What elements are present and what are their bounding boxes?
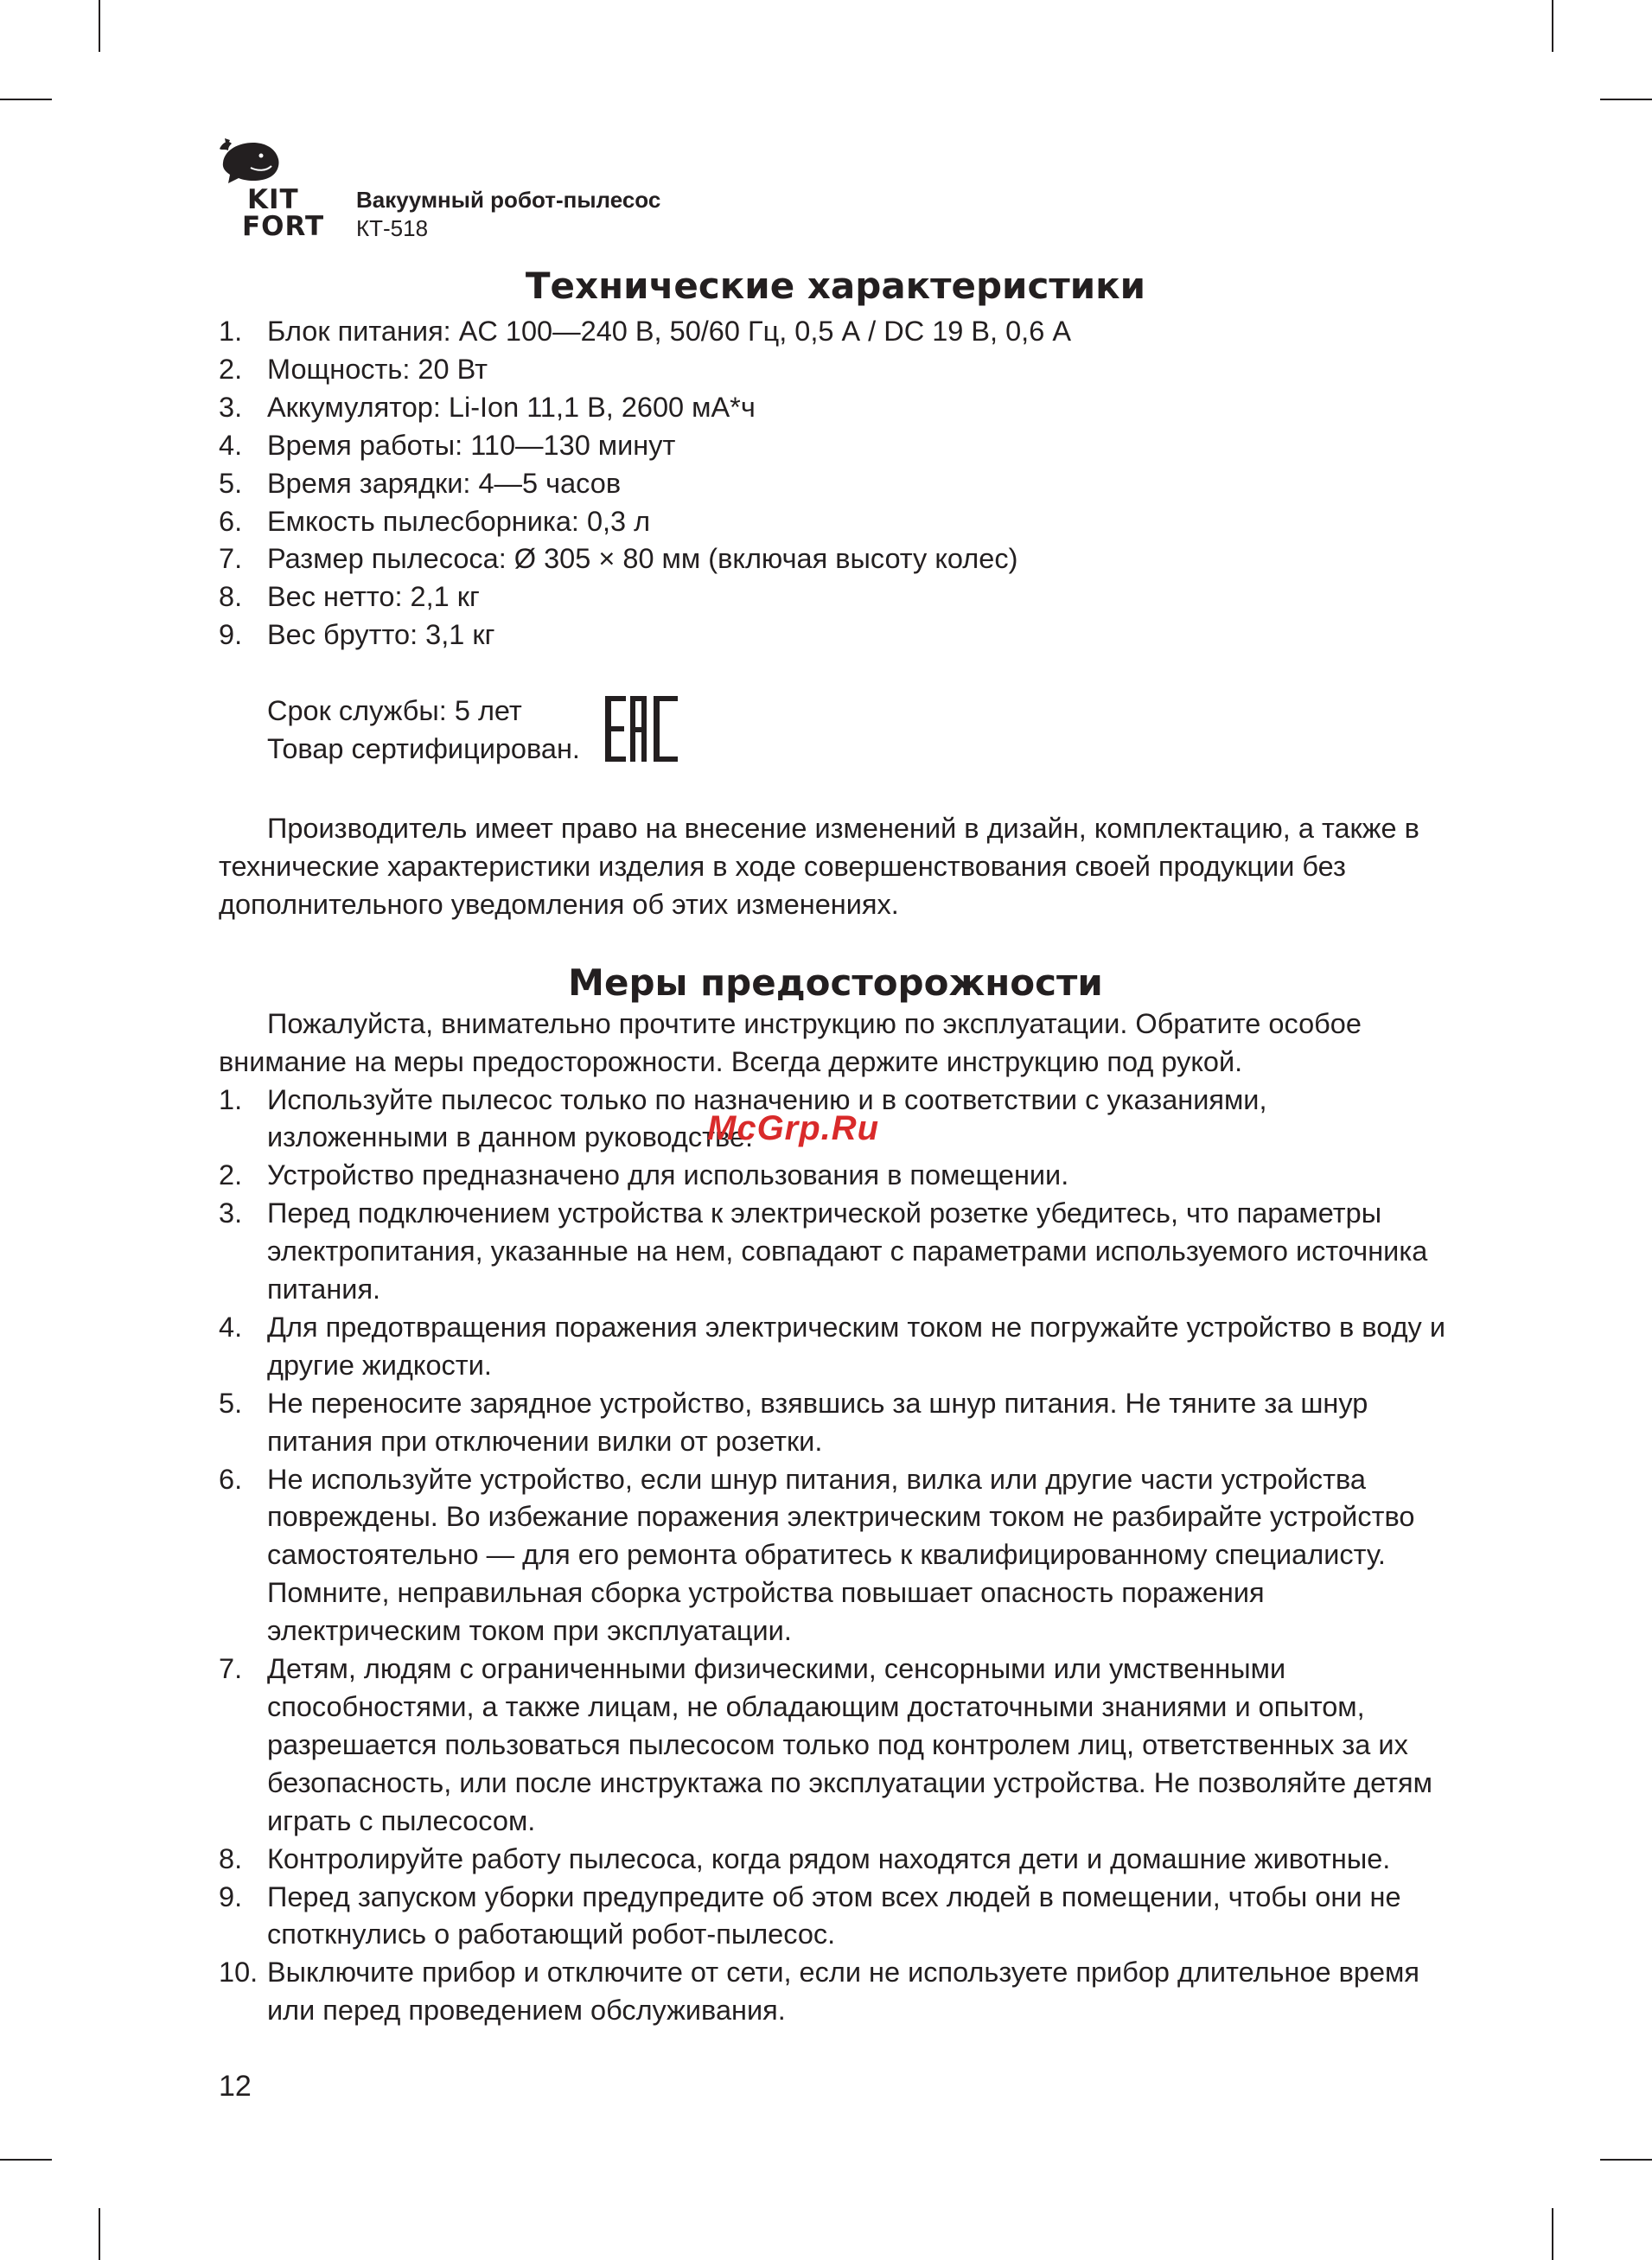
crop-mark: [99, 2208, 100, 2260]
item-number: 10.: [219, 1957, 258, 1989]
item-text: Аккумулятор: Li-Ion 11,1 В, 2600 мА*ч: [267, 391, 756, 423]
item-number: 5.: [219, 467, 243, 499]
item-text: Не переносите зарядное устройство, взявшись за шнур питания. Не тяните за шнур питания при отключении вилки от розетки.: [267, 1387, 1368, 1457]
item-text: Вес нетто: 2,1 кг: [267, 581, 480, 613]
precautions-heading: Меры предосторожности: [568, 961, 1103, 1004]
item-number: 1.: [219, 1083, 243, 1115]
list-item: [219, 1195, 1452, 1309]
item-number: 4.: [219, 1311, 243, 1343]
specs-list: [219, 313, 1452, 654]
list-item: [219, 1879, 1452, 1955]
precautions-list: [219, 1082, 1452, 2031]
kitfort-whale-logo: [216, 137, 285, 187]
item-number: 3.: [219, 1197, 243, 1229]
document-title: Вакуумный робот-пылесос: [356, 187, 661, 213]
brand-logo: [216, 137, 325, 249]
crop-mark: [0, 2159, 52, 2161]
list-item: [219, 1954, 1452, 2030]
item-number: 8.: [219, 581, 243, 613]
item-text: Размер пылесоса: Ø 305 × 80 мм (включая высоту колес): [267, 543, 1018, 575]
precautions-intro: Пожалуйста, внимательно прочтите инструкцию по эксплуатации. Обратите особое внимание на меры предосторожности. Всегда держите инструкцию под рукой.: [219, 1007, 1362, 1077]
list-item: [219, 1157, 1452, 1195]
list-item: [219, 1309, 1452, 1385]
model-number: КТ-518: [356, 215, 429, 241]
eac-mark-icon: [603, 694, 681, 763]
crop-mark: [1552, 2208, 1553, 2260]
service-life: Срок службы: 5 лет: [267, 695, 522, 727]
list-item: [219, 1385, 1452, 1461]
page-number: 12: [219, 2070, 252, 2103]
list-item: [219, 616, 1452, 654]
item-text: Мощность: 20 Вт: [267, 353, 488, 385]
service-info: [219, 693, 1452, 769]
list-item: [219, 351, 1452, 389]
list-item: [219, 1650, 1452, 1841]
crop-mark: [1600, 2159, 1652, 2161]
item-text: Перед подключением устройства к электрической розетке убедитесь, что параметры электропитания, указанные на нем, совпадают с параметрами используемого источника питания.: [267, 1197, 1428, 1306]
item-number: 6.: [219, 505, 243, 537]
item-text: Блок питания: AC 100—240 В, 50/60 Гц, 0,5 А / DC 19 В, 0,6 А: [267, 316, 1071, 347]
list-item: [219, 313, 1452, 351]
item-text: Детям, людям с ограниченными физическими, сенсорными или умственными способностями, а также лицам, не обладающим достаточными знаниями и опытом, разрешается пользоваться пылесосом только под контролем лиц, ответственных за их безопасность, или после инструктажа по эксплуатации устройства. Не позволяйте детям играть с пылесосом.: [267, 1653, 1432, 1836]
crop-mark: [99, 0, 100, 52]
item-number: 9.: [219, 1880, 243, 1912]
item-number: 7.: [219, 543, 243, 575]
item-text: Не используйте устройство, если шнур питания, вилка или другие части устройства повреждены. Во избежание поражения электрическим током не разбирайте устройство самостоятельно — для его ремонта обратитесь к квалифицированному специалисту. Помните, неправильная сборка устройства повышает опасность поражения электрическим током при эксплуатации.: [267, 1463, 1415, 1647]
item-text: Емкость пылесборника: 0,3 л: [267, 505, 651, 537]
item-number: 3.: [219, 391, 243, 423]
item-text: Вес брутто: 3,1 кг: [267, 619, 495, 651]
crop-mark: [1552, 0, 1553, 52]
crop-mark: [1600, 99, 1652, 100]
item-text: Выключите прибор и отключите от сети, если не используете прибор длительное время или перед проведением обслуживания.: [267, 1957, 1419, 2027]
item-text: Устройство предназначено для использования в помещении.: [267, 1159, 1069, 1191]
crop-mark: [0, 99, 52, 100]
brand-wordmark: [242, 184, 337, 242]
brand-line-1: KIT: [247, 184, 299, 215]
item-text: Для предотвращения поражения электрическим током не погружайте устройство в воду и другие жидкости.: [267, 1311, 1445, 1381]
item-number: 8.: [219, 1842, 243, 1874]
manufacturer-note: Производитель имеет право на внесение изменений в дизайн, комплектацию, а также в технические характеристики изделия в ходе совершенствования своей продукции без дополнительного уведомления об этих изменениях.: [219, 812, 1419, 920]
list-item: [219, 503, 1452, 541]
item-number: 2.: [219, 353, 243, 385]
item-number: 2.: [219, 1159, 243, 1191]
item-text: Время работы: 110—130 минут: [267, 429, 676, 461]
watermark-link[interactable]: McGrp.Ru: [707, 1109, 880, 1147]
item-number: 7.: [219, 1653, 243, 1685]
item-number: 4.: [219, 429, 243, 461]
list-item: [219, 389, 1452, 427]
list-item: [219, 540, 1452, 578]
list-item: [219, 1841, 1452, 1879]
item-number: 1.: [219, 316, 243, 347]
item-number: 5.: [219, 1387, 243, 1419]
list-item: [219, 465, 1452, 503]
item-number: 6.: [219, 1463, 243, 1495]
item-text: Контролируйте работу пылесоса, когда рядом находятся дети и домашние животные.: [267, 1842, 1391, 1874]
certified-note: Товар сертифицирован.: [267, 733, 580, 765]
item-number: 9.: [219, 619, 243, 651]
list-item: [219, 427, 1452, 465]
list-item: [219, 578, 1452, 616]
brand-line-2: FORT: [242, 211, 325, 242]
item-text: Используйте пылесос только по назначению и в соответствии с указаниями, изложенными в данном руководстве.: [267, 1083, 1267, 1153]
item-text: Перед запуском уборки предупредите об этом всех людей в помещении, чтобы они не споткнулись о работающий робот-пылесос.: [267, 1880, 1401, 1950]
specs-heading: Технические характеристики: [525, 265, 1146, 307]
list-item: [219, 1461, 1452, 1651]
item-text: Время зарядки: 4—5 часов: [267, 467, 622, 499]
